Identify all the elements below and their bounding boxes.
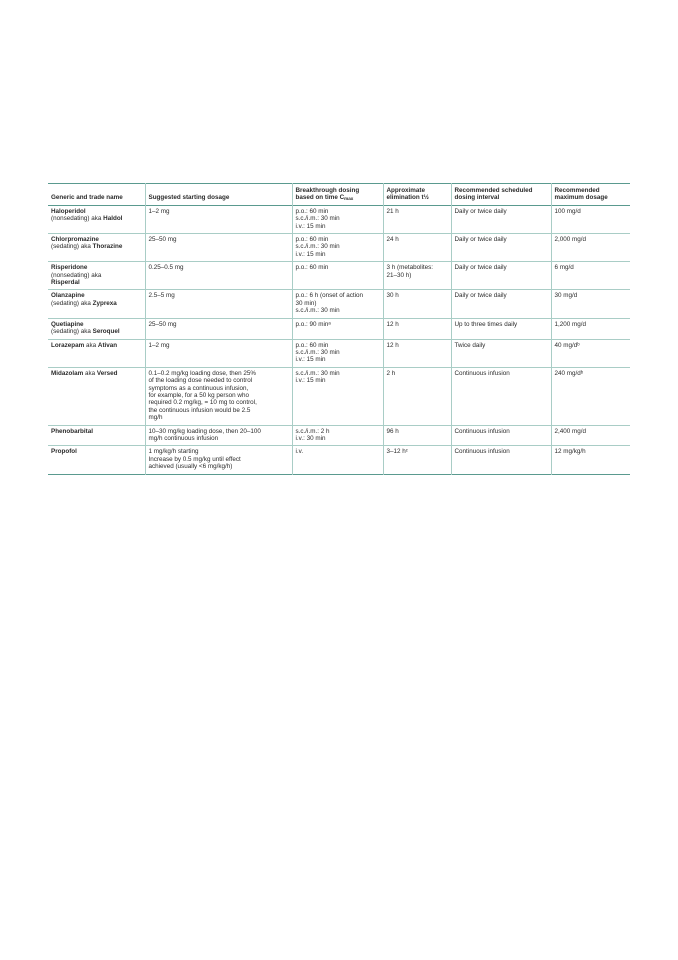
elimination-cell — [383, 367, 451, 425]
starting-dosage-cell — [145, 425, 292, 446]
elimination-line: 21–30 h) — [386, 271, 412, 279]
elimination-line: 96 h — [386, 427, 399, 435]
header-breakthrough-dosing — [292, 184, 383, 206]
header-interval-line2: dosing interval — [454, 194, 500, 202]
dosing-interval-cell: Daily or twice daily — [451, 290, 551, 318]
breakthrough-dosing-line: i.v.: 15 min — [295, 222, 326, 230]
elimination-line: 2 h — [386, 369, 396, 377]
drug-name-descriptor: (sedating) aka — [51, 299, 93, 307]
generic-name: Propofol — [51, 448, 77, 456]
elimination-cell — [383, 290, 451, 318]
starting-dosage-line: the continuous infusion would be 2.5 — [148, 406, 251, 414]
drug-name-cell — [48, 367, 145, 425]
generic-name: Lorazepam — [51, 341, 85, 349]
header-elim-line2: elimination t½ — [386, 194, 429, 202]
header-start-text: Suggested starting dosage — [148, 194, 230, 202]
elimination-cell — [383, 234, 451, 262]
dosing-interval-cell: Daily or twice daily — [451, 205, 551, 233]
breakthrough-dosing-line: i.v.: 15 min — [295, 250, 326, 258]
starting-dosage-cell — [145, 205, 292, 233]
elimination-line: 30 h — [386, 292, 399, 300]
drug-name-descriptor: (sedating) aka — [51, 243, 93, 251]
header-breakthrough-line2 — [296, 194, 381, 201]
drug-name-cell — [48, 234, 145, 262]
maximum-dosage-cell: 2,400 mg/d — [551, 425, 630, 446]
starting-dosage-line: of the loading dose needed to control — [148, 377, 253, 385]
starting-dosage-cell — [145, 234, 292, 262]
maximum-dosage-cell: 6 mg/d — [551, 262, 630, 290]
table-row — [48, 205, 630, 233]
drug-name-descriptor: aka — [83, 369, 97, 377]
trade-name: Versed — [96, 369, 118, 377]
table-row — [48, 367, 630, 425]
trade-name: Thorazine — [92, 243, 123, 251]
starting-dosage-line: 1–2 mg — [148, 207, 170, 215]
starting-dosage-line: for example, for a 50 kg person who — [148, 391, 249, 399]
drug-name-cell — [48, 290, 145, 318]
header-breakthrough-sub: max — [344, 196, 354, 202]
starting-dosage-line: 0.25–0.5 mg — [148, 264, 184, 272]
starting-dosage-cell — [145, 318, 292, 339]
generic-name: Quetiapine — [51, 320, 84, 328]
header-maximum-dosage — [551, 184, 630, 206]
drug-name-cell — [48, 446, 145, 474]
header-breakthrough-line1: Breakthrough dosing — [295, 187, 360, 194]
generic-name: Olanzapine — [51, 292, 85, 300]
dosing-interval-cell: Daily or twice daily — [451, 234, 551, 262]
generic-name: Risperidone — [51, 264, 88, 272]
breakthrough-dosing-line: i.v. — [295, 448, 304, 456]
starting-dosage-cell — [145, 262, 292, 290]
table-row — [48, 290, 630, 318]
breakthrough-dosing-line: i.v.: 15 min — [295, 356, 326, 364]
starting-dosage-line: 25–50 mg — [148, 320, 177, 328]
elimination-cell — [383, 339, 451, 367]
starting-dosage-line: 10–30 mg/kg loading dose, then 20–100 — [148, 427, 261, 435]
drug-name-cell — [48, 205, 145, 233]
generic-name: Phenobarbital — [51, 427, 93, 435]
elimination-line: 24 h — [386, 236, 399, 244]
breakthrough-dosing-line: p.o.: 60 min — [295, 207, 329, 215]
trade-name: Seroquel — [92, 328, 120, 336]
breakthrough-dosing-line: s.c./i.m.: 30 min — [295, 348, 340, 356]
elimination-cell — [383, 262, 451, 290]
breakthrough-dosing-line: p.o.: 6 h (onset of action — [295, 292, 364, 300]
generic-name: Chlorpromazine — [51, 236, 99, 244]
maximum-dosage-cell: 100 mg/d — [551, 205, 630, 233]
breakthrough-dosing-cell — [292, 318, 383, 339]
breakthrough-dosing-line: s.c./i.m.: 30 min — [295, 369, 340, 377]
starting-dosage-line: symptoms as a continuous infusion, — [148, 384, 249, 392]
drug-name-cell — [48, 262, 145, 290]
dosing-table — [48, 183, 630, 475]
dosing-interval-cell: Twice daily — [451, 339, 551, 367]
maximum-dosage-cell: 40 mg/dᵇ — [551, 339, 630, 367]
starting-dosage-line: 1 mg/kg/h starting — [148, 448, 199, 456]
breakthrough-dosing-cell — [292, 205, 383, 233]
breakthrough-dosing-line: p.o.: 60 min — [295, 264, 329, 272]
breakthrough-dosing-line: p.o.: 60 min — [295, 341, 329, 349]
maximum-dosage-cell: 1,200 mg/d — [551, 318, 630, 339]
elimination-cell — [383, 425, 451, 446]
breakthrough-dosing-line: s.c./i.m.: 30 min — [295, 307, 340, 315]
trade-name: Zyprexa — [92, 299, 117, 307]
trade-name: Risperdal — [51, 279, 80, 287]
starting-dosage-line: required 0.2 mg/kg, = 10 mg to control, — [148, 399, 257, 407]
header-generic-trade-name — [48, 184, 145, 206]
starting-dosage-cell — [145, 290, 292, 318]
trade-name: Ativan — [97, 341, 118, 349]
breakthrough-dosing-line: 30 min) — [295, 299, 317, 307]
table-header — [48, 184, 630, 206]
starting-dosage-line: mg/h continuous infusion — [148, 434, 219, 442]
starting-dosage-cell — [145, 367, 292, 425]
drug-name-descriptor: (nonsedating) aka — [51, 271, 102, 279]
drug-name-descriptor: aka — [84, 341, 98, 349]
starting-dosage-cell — [145, 446, 292, 474]
header-breakthrough-text: based on time C — [295, 194, 345, 202]
header-max-line1: Recommended — [554, 187, 600, 194]
table-row — [48, 234, 630, 262]
table-row — [48, 446, 630, 474]
starting-dosage-line: achieved (usually <6 mg/kg/h) — [148, 463, 233, 471]
breakthrough-dosing-line: s.c./i.m.: 30 min — [295, 215, 340, 223]
breakthrough-dosing-cell — [292, 367, 383, 425]
drug-name-descriptor: (sedating) aka — [51, 328, 93, 336]
header-max-line2: maximum dosage — [554, 194, 608, 202]
elimination-line: 12 h — [386, 320, 399, 328]
dosing-table-wrapper — [48, 183, 630, 475]
starting-dosage-line: 2.5–5 mg — [148, 292, 175, 300]
dosing-interval-cell: Up to three times daily — [451, 318, 551, 339]
generic-name: Midazolam — [51, 369, 84, 377]
elimination-line: 12 h — [386, 341, 399, 349]
header-row — [48, 184, 630, 206]
elimination-line: 3–12 hᶜ — [386, 448, 408, 456]
table-row — [48, 318, 630, 339]
dosing-interval-cell: Continuous infusion — [451, 367, 551, 425]
breakthrough-dosing-line: s.c./i.m.: 30 min — [295, 243, 340, 251]
starting-dosage-line: Increase by 0.5 mg/kg until effect — [148, 455, 241, 463]
breakthrough-dosing-line: s.c./i.m.: 2 h — [295, 427, 330, 435]
breakthrough-dosing-cell — [292, 425, 383, 446]
drug-name-cell — [48, 339, 145, 367]
breakthrough-dosing-cell — [292, 234, 383, 262]
breakthrough-dosing-cell — [292, 446, 383, 474]
generic-name: Haloperidol — [51, 207, 86, 215]
dosing-interval-cell: Continuous infusion — [451, 425, 551, 446]
starting-dosage-line: 0.1–0.2 mg/kg loading dose, then 25% — [148, 369, 256, 377]
maximum-dosage-cell: 2,000 mg/d — [551, 234, 630, 262]
trade-name: Haldol — [103, 215, 123, 223]
header-elim-line1: Approximate — [386, 187, 425, 194]
starting-dosage-cell — [145, 339, 292, 367]
elimination-line: 3 h (metabolites: — [386, 264, 434, 272]
header-interval-line1: Recommended scheduled — [454, 187, 533, 194]
drug-name-cell — [48, 425, 145, 446]
breakthrough-dosing-line: p.o.: 90 minᵃ — [295, 320, 331, 328]
breakthrough-dosing-cell — [292, 290, 383, 318]
elimination-cell — [383, 318, 451, 339]
dosing-interval-cell: Daily or twice daily — [451, 262, 551, 290]
elimination-line: 21 h — [386, 207, 399, 215]
dosing-interval-cell: Continuous infusion — [451, 446, 551, 474]
drug-name-cell — [48, 318, 145, 339]
breakthrough-dosing-line: i.v.: 15 min — [295, 377, 326, 385]
elimination-cell — [383, 446, 451, 474]
starting-dosage-line: mg/h — [148, 414, 163, 422]
breakthrough-dosing-line: p.o.: 60 min — [295, 236, 329, 244]
maximum-dosage-cell: 12 mg/kg/h — [551, 446, 630, 474]
table-body — [48, 205, 630, 474]
maximum-dosage-cell: 30 mg/d — [551, 290, 630, 318]
drug-name-descriptor: (nonsedating) aka — [51, 215, 104, 223]
starting-dosage-line: 1–2 mg — [148, 341, 170, 349]
maximum-dosage-cell: 240 mg/dᵇ — [551, 367, 630, 425]
table-row — [48, 425, 630, 446]
table-row — [48, 262, 630, 290]
breakthrough-dosing-cell — [292, 339, 383, 367]
starting-dosage-line: 25–50 mg — [148, 236, 177, 244]
elimination-cell — [383, 205, 451, 233]
header-dosing-interval — [451, 184, 551, 206]
header-name-text: Generic and trade name — [51, 194, 123, 202]
breakthrough-dosing-cell — [292, 262, 383, 290]
breakthrough-dosing-line: i.v.: 30 min — [295, 434, 326, 442]
table-row — [48, 339, 630, 367]
header-elimination — [383, 184, 451, 206]
header-starting-dosage — [145, 184, 292, 206]
